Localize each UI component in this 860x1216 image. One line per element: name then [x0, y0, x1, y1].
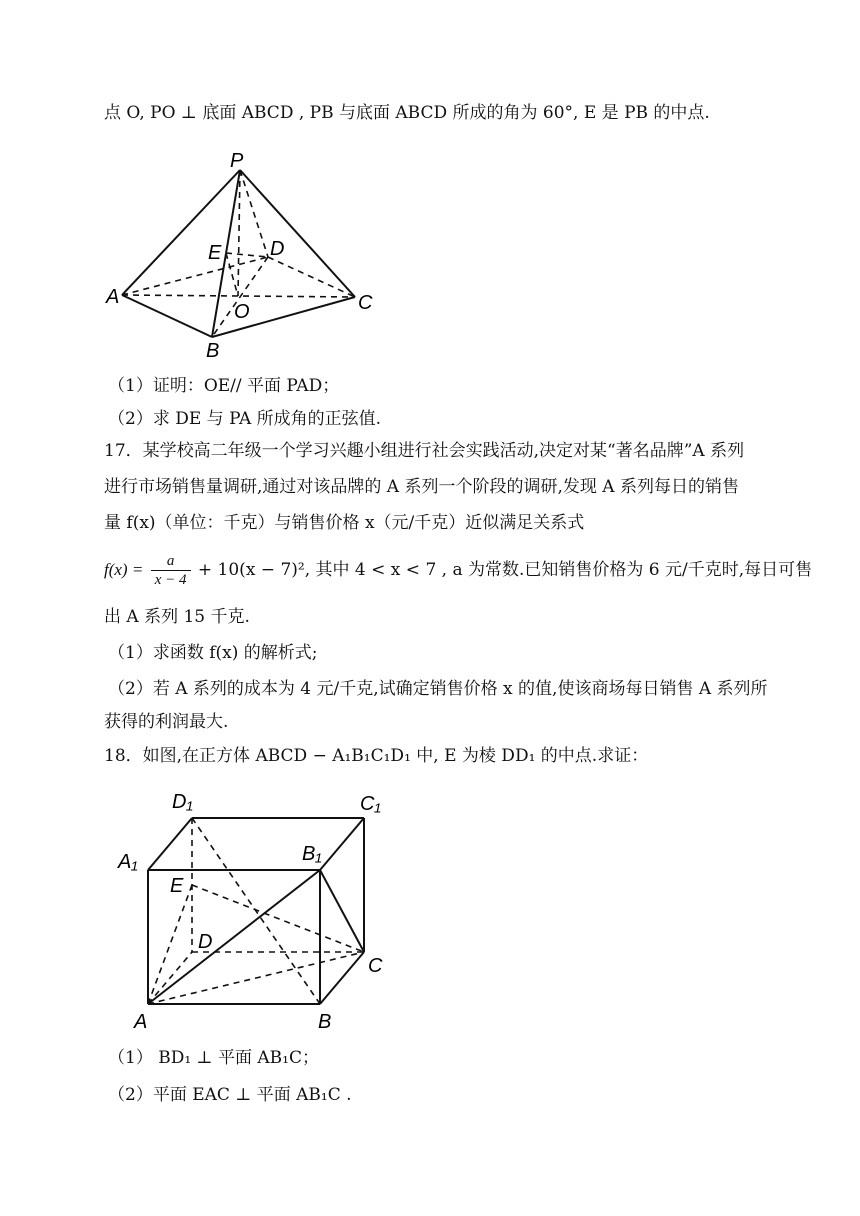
problem-17-line-3: 量 f(x)（单位：千克）与销售价格 x（元/千克）近似满足关系式 — [104, 513, 585, 533]
edge-PD — [240, 170, 268, 257]
height-PO — [238, 170, 240, 296]
label-C: C — [358, 292, 373, 314]
problem-17-line-5: 出 A 系列 15 千克. — [104, 607, 250, 627]
formula-fraction — [151, 552, 191, 589]
label-B: B — [206, 340, 220, 362]
fraction-denominator: x − 4 — [154, 572, 187, 588]
label-D: D — [270, 238, 285, 260]
diag-B1C — [320, 870, 364, 952]
seg-EC — [192, 885, 364, 952]
edge-AB — [122, 295, 212, 337]
problem-18-part-2: （2）平面 EAC ⊥ 平面 AB₁C . — [108, 1085, 352, 1105]
pyramid-figure — [100, 145, 400, 365]
label-B: B — [318, 1011, 332, 1033]
label-C1: C₁ — [360, 793, 381, 815]
edge-AD — [148, 952, 192, 1004]
diag-BD1 — [192, 818, 320, 1004]
label-O: O — [234, 301, 250, 323]
edge-AD — [122, 257, 268, 295]
problem-17-part-1: （1）求函数 f(x) 的解析式; — [108, 643, 318, 663]
label-C: C — [368, 955, 383, 977]
problem-16-condition: 点 O, PO ⊥ 底面 ABCD , PB 与底面 ABCD 所成的角为 60°, E 是 PB 的中点. — [104, 103, 710, 123]
label-A: A — [134, 1011, 148, 1033]
problem-18-part-1: （1） BD₁ ⊥ 平面 AB₁C； — [108, 1048, 319, 1068]
problem-17-part-2-line-2: 获得的利润最大. — [104, 712, 229, 732]
problem-17-line-1: 17．某学校高二年级一个学习兴趣小组进行社会实践活动,决定对某“著名品牌”A 系列 — [104, 441, 745, 461]
edge-BC — [320, 952, 364, 1004]
formula-lhs: f(x) = — [104, 560, 144, 579]
label-E: E — [208, 242, 222, 264]
formula-rest: + 10(x − 7)², 其中 4 < x < 7 , a 为常数.已知销售价格为 6 元/千克时,每日可售 — [197, 560, 813, 580]
seg-EO — [226, 253, 238, 296]
label-E: E — [170, 875, 184, 897]
fraction-numerator: a — [151, 552, 191, 571]
problem-17-line-2: 进行市场销售量调研,通过对该品牌的 A 系列一个阶段的调研,发现 A 系列每日的销售 — [104, 477, 739, 497]
label-P: P — [230, 150, 244, 172]
cube-figure — [112, 780, 412, 1040]
problem-18-statement: 18．如图,在正方体 ABCD − A₁B₁C₁D₁ 中, E 为棱 DD₁ 的中点.求证： — [104, 746, 649, 766]
edge-B1C1 — [320, 818, 364, 870]
label-D1: D₁ — [172, 791, 193, 813]
label-A1: A₁ — [118, 851, 138, 873]
problem-16-part-2: （2）求 DE 与 PA 所成角的正弦值. — [108, 409, 382, 429]
edge-A1D1 — [148, 818, 192, 870]
label-A: A — [106, 286, 120, 308]
problem-17-part-2-line-1: （2）若 A 系列的成本为 4 元/千克,试确定销售价格 x 的值,使该商场每日销售 A 系列所 — [108, 679, 768, 699]
edge-DC — [268, 257, 355, 297]
problem-17-formula-line — [104, 550, 812, 590]
seg-ED — [226, 253, 268, 257]
label-D: D — [198, 931, 213, 953]
label-B1: B₁ — [302, 843, 322, 865]
problem-16-part-1: （1）证明：OE// 平面 PAD； — [108, 376, 340, 396]
edge-PC — [240, 170, 355, 297]
